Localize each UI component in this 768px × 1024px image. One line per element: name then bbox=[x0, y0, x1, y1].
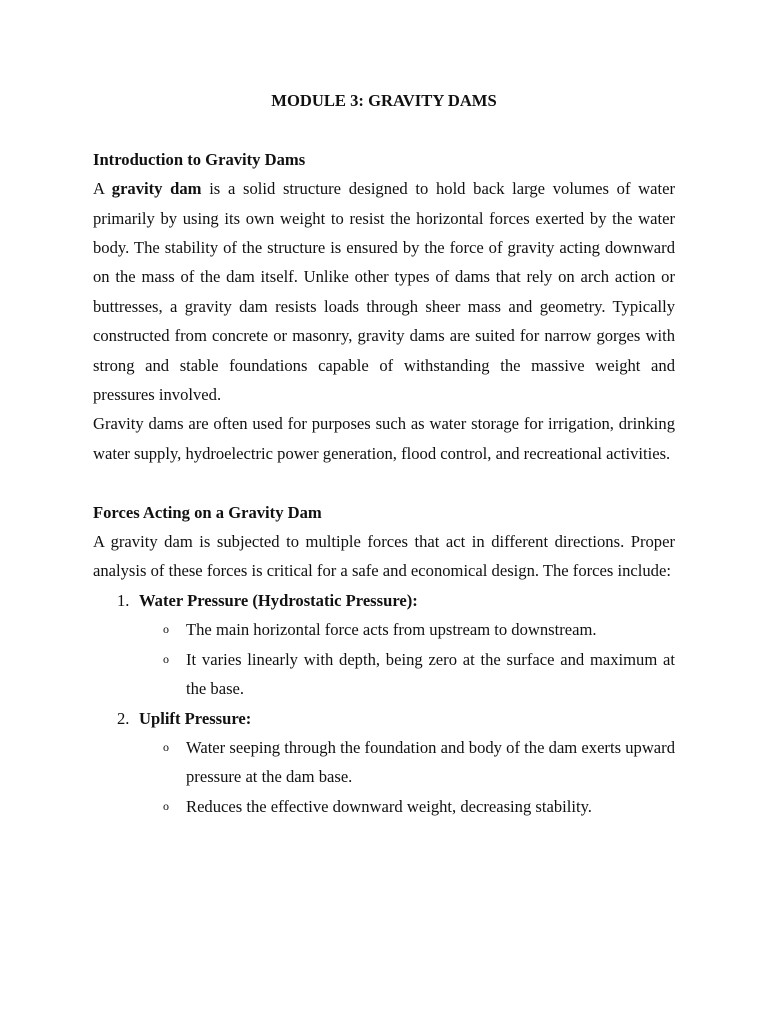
force-sub-list bbox=[139, 615, 675, 703]
bullet-icon: o bbox=[163, 798, 169, 813]
force-item-water-pressure bbox=[93, 586, 675, 704]
force-sub-list bbox=[139, 733, 675, 821]
forces-list bbox=[93, 586, 675, 821]
force-item-uplift-pressure bbox=[93, 704, 675, 822]
forces-intro-paragraph: A gravity dam is subjected to multiple forces that act in different directions. Proper analysis of these forces is critical for a safe and economical design. The forces include: bbox=[93, 532, 675, 581]
force-sub-item-text: Reduces the effective downward weight, decreasing stability. bbox=[186, 796, 592, 816]
force-item-title: Uplift Pressure: bbox=[139, 708, 252, 728]
bullet-icon: o bbox=[163, 739, 169, 754]
bullet-icon: o bbox=[163, 622, 169, 637]
force-sub-item-text: Water seeping through the foundation and body of the dam exerts upward pressure at the dam base. bbox=[186, 737, 675, 787]
force-item-number: 2. bbox=[117, 708, 130, 728]
force-sub-item-text: It varies linearly with depth, being zero at the surface and maximum at the base. bbox=[186, 649, 675, 699]
document-title: MODULE 3: GRAVITY DAMS bbox=[271, 91, 497, 110]
intro-heading: Introduction to Gravity Dams bbox=[93, 149, 306, 169]
bullet-icon: o bbox=[163, 651, 169, 666]
force-item-title: Water Pressure (Hydrostatic Pressure): bbox=[139, 590, 418, 610]
force-item-number: 1. bbox=[117, 590, 130, 610]
intro-paragraph-1 bbox=[93, 174, 675, 409]
force-sub-item bbox=[163, 792, 675, 821]
intro-p1-bold-term: gravity dam bbox=[111, 179, 202, 199]
forces-heading: Forces Acting on a Gravity Dam bbox=[93, 502, 322, 522]
section-gap bbox=[93, 468, 675, 497]
force-sub-item bbox=[163, 733, 675, 792]
intro-paragraph-2: Gravity dams are often used for purposes such as water storage for irrigation, drinking water supply, hydroelectric power generation, flood control, and recreational activities. bbox=[93, 414, 675, 463]
intro-p1-prefix: A bbox=[93, 179, 112, 199]
force-sub-item bbox=[163, 615, 675, 644]
force-sub-item bbox=[163, 645, 675, 704]
force-sub-item-text: The main horizontal force acts from upstream to downstream. bbox=[186, 620, 597, 640]
document-page bbox=[93, 86, 675, 821]
intro-p1-rest: is a solid structure designed to hold back large volumes of water primarily by using its own weight to resist the horizontal forces exerted by the water body. The stability of the structure is ensured by the force of gravity acting downward on the mass of the dam itself. Unlike other types of dams that rely on arch action or buttresses, a gravity dam resists loads through sheer mass and geometry. Typically constructed from concrete or masonry, gravity dams are suited for narrow gorges with strong and stable foundations capable of withstanding the massive weight and pressures involved. bbox=[93, 179, 676, 405]
